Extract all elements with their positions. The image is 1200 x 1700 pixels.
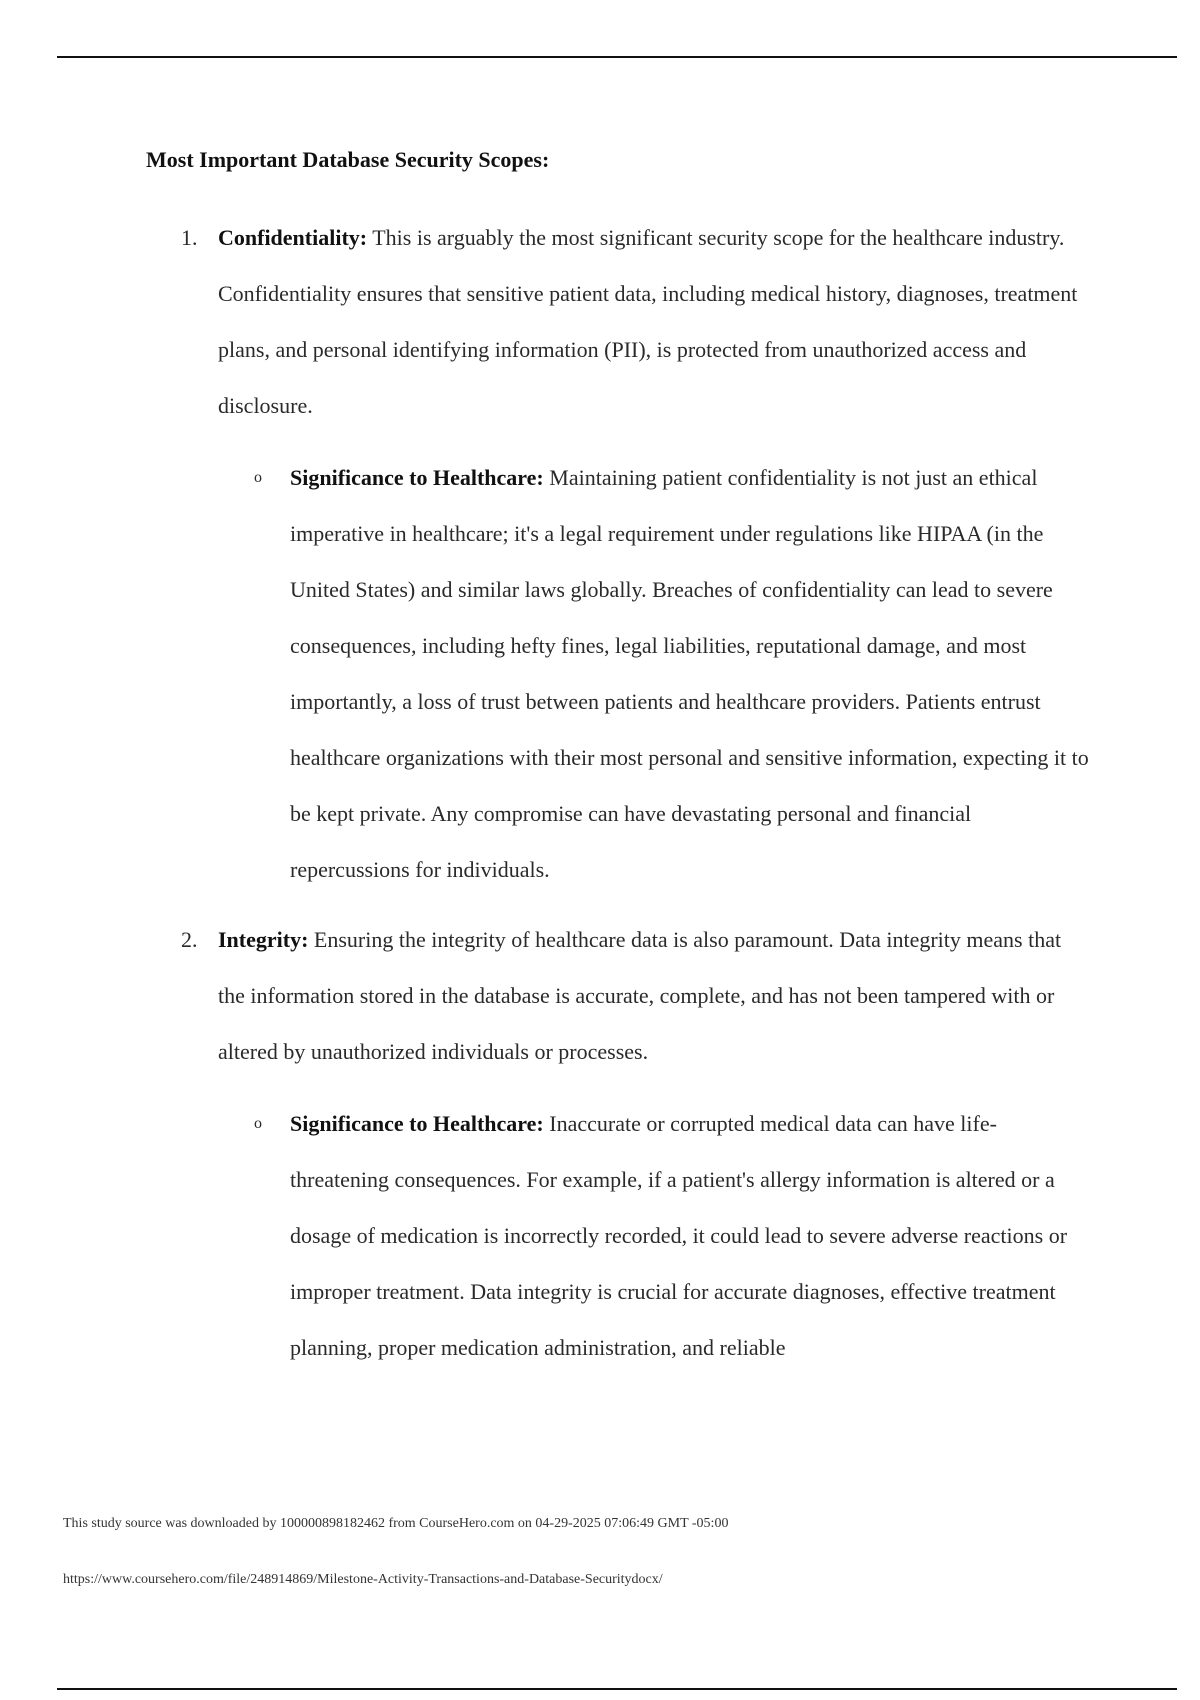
- document-body: [146, 140, 1106, 1390]
- list-number: 2.: [181, 927, 198, 952]
- top-rule: [57, 56, 1177, 58]
- bullet-icon: o: [254, 469, 262, 486]
- sub-item-text: [290, 450, 1090, 898]
- list-item-confidentiality: [146, 210, 1106, 434]
- bullet-icon: o: [254, 1115, 262, 1132]
- sub-item-confidentiality-significance: [146, 450, 1106, 898]
- sub-item-body: Inaccurate or corrupted medical data can have life-threatening consequences. For example, if a patient's allergy information is altered or a dosage of medication is incorrectly recorded, it could lead to severe adverse reactions or improper treatment. Data integrity is crucial for accurate diagnoses, effective treatment planning, proper medication administration, and reliable: [290, 1111, 1068, 1360]
- list-item-title: Integrity:: [218, 927, 309, 952]
- sub-item-title: Significance to Healthcare:: [290, 465, 544, 490]
- list-item-text: [218, 210, 1088, 434]
- section-heading: Most Important Database Security Scopes:: [146, 147, 550, 172]
- sub-item-integrity-significance: [146, 1096, 1106, 1376]
- list-item-integrity: [146, 912, 1106, 1080]
- sub-item-text: [290, 1096, 1090, 1376]
- list-item-body: Ensuring the integrity of healthcare data is also paramount. Data integrity means that the information stored in the database is accurate, complete, and has not been tampered with or altered by unauthorized individuals or processes.: [218, 927, 1062, 1064]
- list-item-text: [218, 912, 1088, 1080]
- list-item-title: Confidentiality:: [218, 225, 368, 250]
- sub-item-title: Significance to Healthcare:: [290, 1111, 544, 1136]
- source-url: https://www.coursehero.com/file/248914869/Milestone-Activity-Transactions-and-Database-Securitydocx/: [63, 1572, 663, 1587]
- sub-item-body: Maintaining patient confidentiality is not just an ethical imperative in healthcare; it's a legal requirement under regulations like HIPAA (in the United States) and similar laws globally. Breaches of confidentiality can lead to severe consequences, including hefty fines, legal liabilities, reputational damage, and most importantly, a loss of trust between patients and healthcare providers. Patients entrust healthcare organizations with their most personal and sensitive information, expecting it to be kept private. Any compromise can have devastating personal and financial repercussions for individuals.: [290, 465, 1089, 882]
- list-number: 1.: [181, 225, 198, 250]
- list-item-body: This is arguably the most significant security scope for the healthcare industry. Confidentiality ensures that sensitive patient data, including medical history, diagnoses, treatment plans, and personal identifying information (PII), is protected from unauthorized access and disclosure.: [218, 225, 1078, 418]
- download-notice: This study source was downloaded by 100000898182462 from CourseHero.com on 04-29-2025 07:06:49 GMT -05:00: [63, 1516, 729, 1531]
- bottom-rule: [57, 1688, 1177, 1690]
